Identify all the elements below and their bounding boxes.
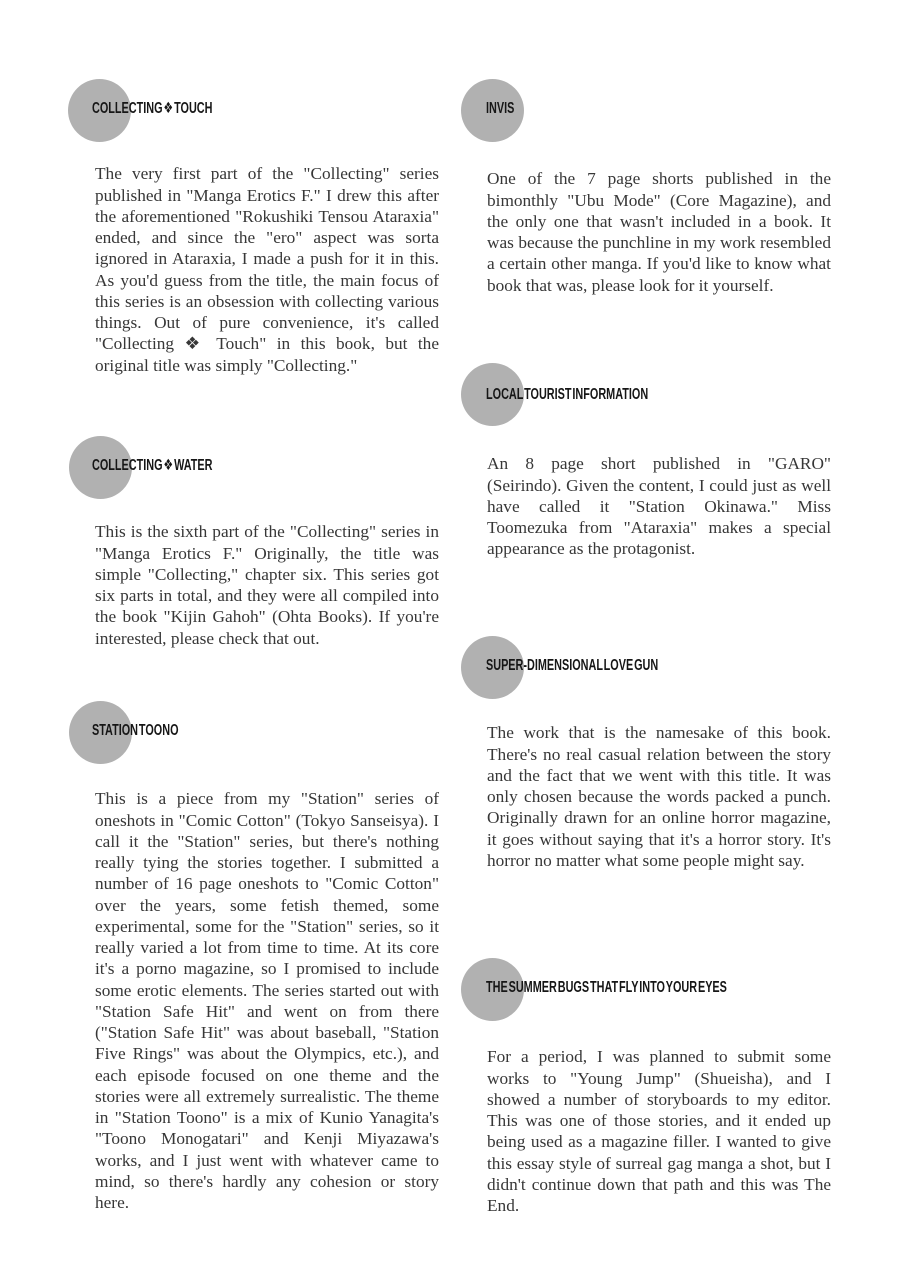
section-heading: STATION TOONO xyxy=(92,722,179,739)
section-heading: INVIS xyxy=(486,100,515,117)
section-body: For a period, I was planned to submit some works to "Young Jump" (Shueisha), and I showed a number of storyboards to my editor. This was one of those stories, and it ended up being used as a magazine filler. I wanted to give this essay style of surreal gag manga a shot, but I didn't continue down that path and this was The End. xyxy=(487,1047,831,1216)
section-body: An 8 page short published in "GARO" (Seirindo). Given the content, I could just as well have called it "Station Okinawa." Miss Toomezuka from "Ataraxia" makes a special appearance as the protagonist. xyxy=(487,454,831,559)
section-heading: COLLECTING ❖ TOUCH xyxy=(92,100,213,117)
section-heading: THE SUMMER BUGS THAT FLY INTO YOUR EYES xyxy=(486,979,727,996)
section-body: This is a piece from my "Station" series of oneshots in "Comic Cotton" (Tokyo Sanseisya). I call it the "Station" series, but there's nothing really tying the stories together. I submitted a number of 16 page oneshots to "Comic Cotton" over the years, some fetish themed, some experimental, some for the "Station" series, so it really varied a lot from time to time. At its core it's a porno magazine, so I promised to include some erotic elements. The series started out with "Station Safe Hit" and went on from there ("Station Safe Hit" was about baseball, "Station Five Rings" was about the Olympics, etc.), and each episode focused on one theme and the stories were all extremely surrealistic. The theme in "Station Toono" is a mix of Kunio Yanagita's "Toono Monogatari" and Kenji Miyazawa's works, and I just went with whatever came to mind, so there's hardly any cohesion or story here. xyxy=(95,789,439,1213)
section-heading: COLLECTING ❖ WATER xyxy=(92,457,213,474)
section-heading: SUPER-DIMENSIONAL LOVE GUN xyxy=(486,657,659,674)
section-body: The work that is the namesake of this book. There's no real casual relation between the story and the fact that we went with this title. It was only chosen because the words packed a punch. Originally drawn for an online horror magazine, it goes without saying that it's a horror story. It's horror no matter what some people might say. xyxy=(487,723,831,870)
section-body: This is the sixth part of the "Collecting" series in "Manga Erotics F." Originally, the title was simple "Collecting," chapter six. This series got six parts in total, and they were all compiled into the book "Kijin Gahoh" (Ohta Books). If you're interested, please check that out. xyxy=(95,522,439,648)
section-body: One of the 7 page shorts published in the bimonthly "Ubu Mode" (Core Magazine), and the only one that wasn't included in a book. It was because the punchline in my work resembled a certain other manga. If you'd like to know what book that was, please look for it yourself. xyxy=(487,169,831,295)
section-body: The very first part of the "Collecting" series published in "Manga Erotics F." I drew this after the aforementioned "Rokushiki Tensou Ataraxia" ended, and since the "ero" aspect was sorta ignored in Ataraxia, I made a push for it in this. As you'd guess from the title, the main focus of this series is an obsession with collecting various things. Out of pure convenience, it's called "Collecting ❖ Touch" in this book, but the original title was simply "Collecting." xyxy=(95,164,439,375)
section-heading: LOCAL TOURIST INFORMATION xyxy=(486,386,649,403)
